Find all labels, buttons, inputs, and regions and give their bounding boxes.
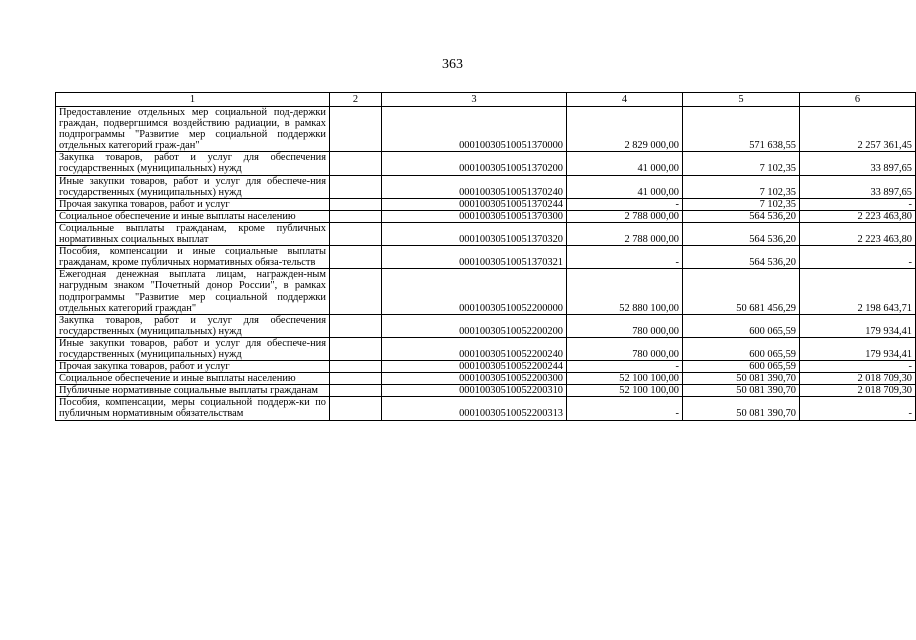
row-remaining-value: 179 934,41	[800, 337, 916, 360]
table-row	[56, 269, 916, 314]
table-header-row	[56, 93, 916, 107]
row-remaining-value: -	[800, 198, 916, 210]
row-description: Социальное обеспечение и иные выплаты населению	[56, 210, 330, 222]
row-planned-value: -	[567, 397, 683, 420]
row-planned-value: 41 000,00	[567, 152, 683, 175]
row-description: Ежегодная денежная выплата лицам, награжден-ным нагрудным знаком "Почетный донор России", в рамках подпрограммы "Развитие мер социальной поддержки отдельных категорий граждан"	[56, 269, 330, 314]
column-header: 5	[683, 93, 800, 107]
row-code: 00010030510051370320	[382, 222, 567, 245]
row-remaining-value: -	[800, 246, 916, 269]
row-code: 00010030510052200200	[382, 314, 567, 337]
row-remaining-value: 2 018 709,30	[800, 373, 916, 385]
table-row	[56, 152, 916, 175]
row-planned-value: 52 100 100,00	[567, 373, 683, 385]
row-code: 00010030510051370300	[382, 210, 567, 222]
row-remaining-value: 2 198 643,71	[800, 269, 916, 314]
row-executed-value: 571 638,55	[683, 107, 800, 152]
row-remaining-value: 33 897,65	[800, 175, 916, 198]
column-header: 6	[800, 93, 916, 107]
row-column-2	[330, 107, 382, 152]
row-executed-value: 564 536,20	[683, 210, 800, 222]
row-description: Иные закупки товаров, работ и услуг для обеспече-ния государственных (муниципальных) нужд	[56, 337, 330, 360]
row-executed-value: 50 081 390,70	[683, 385, 800, 397]
row-remaining-value: 2 223 463,80	[800, 210, 916, 222]
row-description: Публичные нормативные социальные выплаты гражданам	[56, 385, 330, 397]
table-row	[56, 385, 916, 397]
row-column-2	[330, 152, 382, 175]
table-row	[56, 175, 916, 198]
row-description: Пособия, компенсации и иные социальные выплаты гражданам, кроме публичных нормативных обяза-тельств	[56, 246, 330, 269]
table-row	[56, 314, 916, 337]
page-number: 363	[442, 57, 463, 72]
row-executed-value: 7 102,35	[683, 198, 800, 210]
row-planned-value: 2 788 000,00	[567, 222, 683, 245]
row-executed-value: 600 065,59	[683, 337, 800, 360]
row-column-2	[330, 198, 382, 210]
row-code: 00010030510052200244	[382, 361, 567, 373]
row-remaining-value: 33 897,65	[800, 152, 916, 175]
row-executed-value: 600 065,59	[683, 314, 800, 337]
row-description: Социальное обеспечение и иные выплаты населению	[56, 373, 330, 385]
row-code: 00010030510052200300	[382, 373, 567, 385]
row-description: Иные закупки товаров, работ и услуг для обеспече-ния государственных (муниципальных) нужд	[56, 175, 330, 198]
column-header: 2	[330, 93, 382, 107]
row-column-2	[330, 397, 382, 420]
budget-table	[55, 92, 916, 421]
row-remaining-value: -	[800, 361, 916, 373]
row-remaining-value: -	[800, 397, 916, 420]
row-executed-value: 600 065,59	[683, 361, 800, 373]
table-row	[56, 222, 916, 245]
table-row	[56, 373, 916, 385]
row-planned-value: 780 000,00	[567, 314, 683, 337]
row-planned-value: 41 000,00	[567, 175, 683, 198]
row-column-2	[330, 210, 382, 222]
row-remaining-value: 179 934,41	[800, 314, 916, 337]
row-code: 00010030510051370000	[382, 107, 567, 152]
row-planned-value: 52 100 100,00	[567, 385, 683, 397]
table-row	[56, 198, 916, 210]
row-executed-value: 7 102,35	[683, 175, 800, 198]
row-column-2	[330, 314, 382, 337]
row-code: 00010030510051370321	[382, 246, 567, 269]
row-code: 00010030510051370244	[382, 198, 567, 210]
row-code: 00010030510052200240	[382, 337, 567, 360]
row-code: 00010030510051370240	[382, 175, 567, 198]
row-description: Социальные выплаты гражданам, кроме публичных нормативных социальных выплат	[56, 222, 330, 245]
row-column-2	[330, 373, 382, 385]
column-header: 1	[56, 93, 330, 107]
row-remaining-value: 2 223 463,80	[800, 222, 916, 245]
row-column-2	[330, 246, 382, 269]
row-description: Закупка товаров, работ и услуг для обеспечения государственных (муниципальных) нужд	[56, 314, 330, 337]
table-row	[56, 107, 916, 152]
row-column-2	[330, 175, 382, 198]
row-executed-value: 50 681 456,29	[683, 269, 800, 314]
table-body	[56, 107, 916, 421]
row-description: Прочая закупка товаров, работ и услуг	[56, 198, 330, 210]
row-remaining-value: 2 018 709,30	[800, 385, 916, 397]
table-row	[56, 337, 916, 360]
row-column-2	[330, 337, 382, 360]
row-executed-value: 50 081 390,70	[683, 373, 800, 385]
row-code: 00010030510052200000	[382, 269, 567, 314]
row-column-2	[330, 222, 382, 245]
row-planned-value: -	[567, 361, 683, 373]
row-remaining-value: 2 257 361,45	[800, 107, 916, 152]
table-row	[56, 397, 916, 420]
row-code: 00010030510051370200	[382, 152, 567, 175]
row-executed-value: 564 536,20	[683, 246, 800, 269]
column-header: 4	[567, 93, 683, 107]
column-header: 3	[382, 93, 567, 107]
row-planned-value: 2 788 000,00	[567, 210, 683, 222]
row-executed-value: 564 536,20	[683, 222, 800, 245]
row-planned-value: -	[567, 246, 683, 269]
row-description: Прочая закупка товаров, работ и услуг	[56, 361, 330, 373]
table-row	[56, 210, 916, 222]
row-executed-value: 7 102,35	[683, 152, 800, 175]
row-code: 00010030510052200313	[382, 397, 567, 420]
row-planned-value: 2 829 000,00	[567, 107, 683, 152]
table-row	[56, 246, 916, 269]
row-column-2	[330, 361, 382, 373]
row-executed-value: 50 081 390,70	[683, 397, 800, 420]
row-description: Пособия, компенсации, меры социальной поддерж-ки по публичным нормативным обязательствам	[56, 397, 330, 420]
row-description: Предоставление отдельных мер социальной под-держки граждан, подвергшимся воздействию радиации, в рамках подпрограммы "Развитие мер социальной поддержки отдельных категорий граж-дан"	[56, 107, 330, 152]
row-description: Закупка товаров, работ и услуг для обеспечения государственных (муниципальных) нужд	[56, 152, 330, 175]
row-planned-value: -	[567, 198, 683, 210]
row-code: 00010030510052200310	[382, 385, 567, 397]
row-column-2	[330, 269, 382, 314]
row-planned-value: 780 000,00	[567, 337, 683, 360]
row-column-2	[330, 385, 382, 397]
row-planned-value: 52 880 100,00	[567, 269, 683, 314]
table-row	[56, 361, 916, 373]
